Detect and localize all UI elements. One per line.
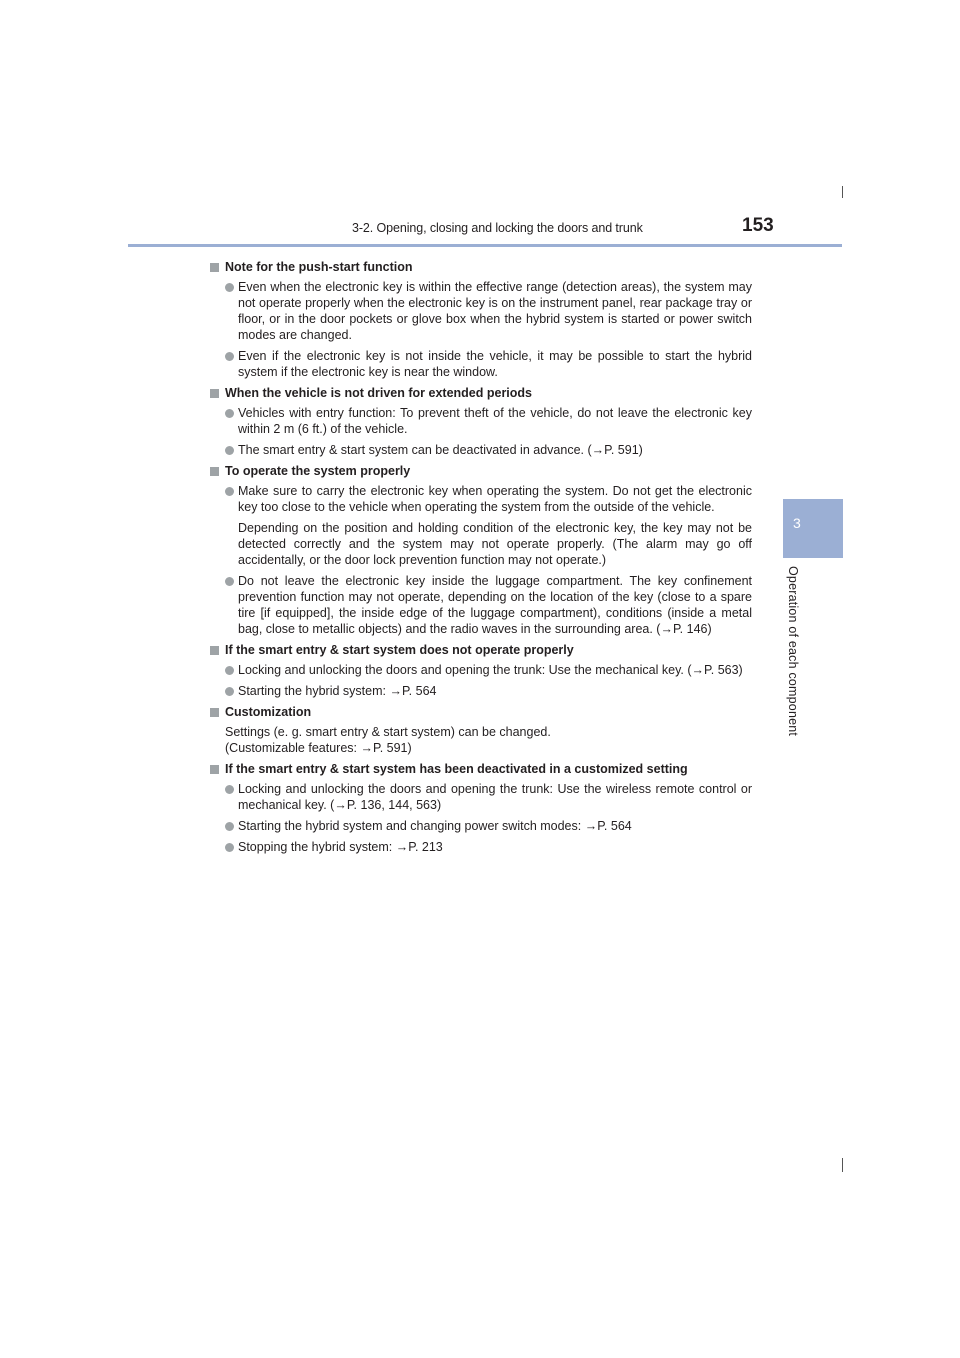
square-bullet-icon [210,263,219,272]
circle-bullet-icon [225,409,234,418]
list-item: Starting the hybrid system: →P. 564 [210,683,752,699]
list-item: The smart entry & start system can be deactivated in advance. (→P. 591) [210,442,752,458]
chapter-tab [783,499,843,558]
list-item: Vehicles with entry function: To prevent theft of the vehicle, do not leave the electronic key within 2 m (6 ft.) of the vehicle. [210,405,752,437]
list-item: Even when the electronic key is within the effective range (detection areas), the system may not operate properly when the electronic key is on the instrument panel, rear package tray or floor, or in the door pockets or glove box when the hybrid system is started or power switch modes are changed. [210,279,752,343]
chapter-label: Operation of each component [786,566,800,737]
page-number: 153 [742,215,774,236]
circle-bullet-icon [225,446,234,455]
section-header-title: 3-2. Opening, closing and locking the doors and trunk [352,221,643,235]
section-title: To operate the system properly [210,463,752,479]
section-title: Customization [210,704,752,720]
section-not-operate-properly [210,642,752,699]
crop-mark-bottom [842,1158,843,1172]
circle-bullet-icon [225,352,234,361]
list-item: Starting the hybrid system and changing power switch modes: →P. 564 [210,818,752,834]
section-title: If the smart entry & start system does not operate properly [210,642,752,658]
crop-mark-top [842,186,843,198]
section-title: When the vehicle is not driven for extended periods [210,385,752,401]
square-bullet-icon [210,389,219,398]
square-bullet-icon [210,646,219,655]
header-rule [128,244,842,247]
square-bullet-icon [210,708,219,717]
section-customization [210,704,752,756]
circle-bullet-icon [225,487,234,496]
list-item: Do not leave the electronic key inside the luggage compartment. The key confinement prevention function may not operate, depending on the location of the key (close to a spare tire [if equipped], the inside edge of the luggage compartment), conditions (inside a metal bag, close to metallic objects) and the radio waves in the surrounding area. (→P. 146) [210,573,752,637]
square-bullet-icon [210,765,219,774]
section-deactivated [210,761,752,855]
list-item: Locking and unlocking the doors and opening the trunk: Use the wireless remote control or mechanical key. (→P. 136, 144, 563) [210,781,752,813]
list-item: Even if the electronic key is not inside the vehicle, it may be possible to start the hybrid system if the electronic key is near the window. [210,348,752,380]
list-item: Stopping the hybrid system: →P. 213 [210,839,752,855]
list-item: Locking and unlocking the doors and opening the trunk: Use the mechanical key. (→P. 563) [210,662,752,678]
circle-bullet-icon [225,785,234,794]
section-title: If the smart entry & start system has been deactivated in a customized setting [210,761,752,777]
circle-bullet-icon [225,843,234,852]
square-bullet-icon [210,467,219,476]
circle-bullet-icon [225,283,234,292]
section-title: Note for the push-start function [210,259,752,275]
circle-bullet-icon [225,687,234,696]
circle-bullet-icon [225,577,234,586]
section-operate-properly [210,463,752,637]
list-item: Make sure to carry the electronic key when operating the system. Do not get the electronic key too close to the vehicle when operating the system from the outside of the vehicle. Depending on the position and holding condition of the electronic key, the key may not be detected correctly and the system may not operate properly. (The alarm may go off accidentally, or the door lock prevention function may not operate.) [210,483,752,568]
circle-bullet-icon [225,666,234,675]
circle-bullet-icon [225,822,234,831]
section-push-start [210,259,752,380]
paragraph: Settings (e. g. smart entry & start system) can be changed. (Customizable features: →P. 591) [225,725,551,755]
section-extended-periods [210,385,752,458]
page-content [210,255,752,860]
chapter-number: 3 [793,515,801,531]
